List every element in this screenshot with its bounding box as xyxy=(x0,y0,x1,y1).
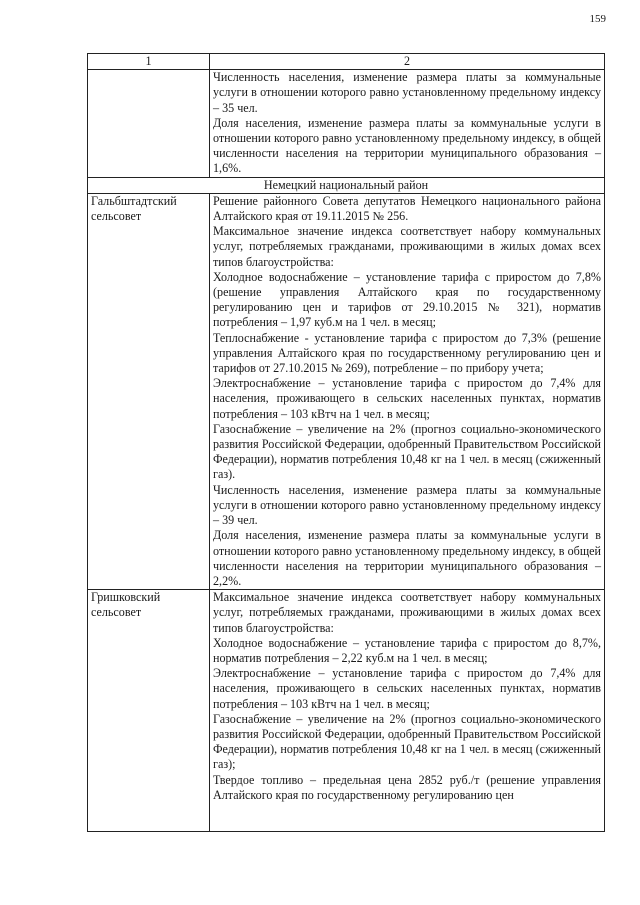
continuation-row xyxy=(88,70,605,177)
paragraph: Доля населения, изменение размера платы за коммунальные услуги в отношении которого равно установленному предельному индексу, в общей численности населения на территории муниципального образования – 2,2%. xyxy=(213,528,601,588)
paragraph: Численность населения, изменение размера платы за коммунальные услуги в отношении которого равно установленному предельному индексу – 39 чел. xyxy=(213,482,601,528)
paragraph: Электроснабжение – установление тарифа с приростом до 7,4% для населения, проживающего в сельских населенных пунктах, норматив потребления – 103 кВтч на 1 чел. в месяц; xyxy=(213,666,601,711)
continuation-cell xyxy=(210,70,605,177)
paragraph: Максимальное значение индекса соответствует набору коммунальных услуг, потребляемых гражданами, проживающими в жилых домах всех типов благоустройства: xyxy=(213,224,601,269)
column-header-2: 2 xyxy=(210,54,605,70)
region-row xyxy=(88,177,605,193)
cut-off-paragraph-wrapper xyxy=(213,773,601,831)
paragraph: Холодное водоснабжение – установление тарифа с приростом до 8,7%, норматив потребления – 2,22 куб.м на 1 чел. в месяц; xyxy=(213,635,601,665)
paragraph: Максимальное значение индекса соответствует набору коммунальных услуг, потребляемых гражданами, проживающими в жилых домах всех типов благоустройства: xyxy=(213,590,601,635)
header-row xyxy=(88,54,605,70)
paragraph: Доля населения, изменение размера платы за коммунальные услуги в отношении которого равно установленному предельному индексу, в общей численности населения на территории муниципального образования – 1,6%. xyxy=(213,115,601,176)
description-cell xyxy=(210,193,605,589)
description-cell xyxy=(210,590,605,831)
municipality-name: Гальбштадтский сельсовет xyxy=(88,193,210,589)
table-row xyxy=(88,193,605,589)
municipality-name: Гришковский сельсовет xyxy=(88,590,210,831)
table-row xyxy=(88,590,605,831)
paragraph: Теплоснабжение - установление тарифа с приростом до 7,3% (решение управления Алтайского края по государственному регулированию цен и тарифов от 27.10.2015 № 269), потребление – по прибору учета; xyxy=(213,330,601,376)
tariff-table xyxy=(87,53,605,832)
paragraph: Холодное водоснабжение – установление тарифа с приростом до 7,8% (решение управления Алтайского края по государственному регулированию цен и тарифов от 29.10.2015 № 321), норматив потребления – 1,97 куб.м на 1 чел. в месяц; xyxy=(213,269,601,330)
column-header-1: 1 xyxy=(88,54,210,70)
paragraph: Электроснабжение – установление тарифа с приростом до 7,4% для населения, проживающего в сельских населенных пунктах, норматив потребления – 103 кВтч на 1 чел. в месяц; xyxy=(213,376,601,421)
paragraph: Газоснабжение – увеличение на 2% (прогноз социально-экономического развития Российской Федерации, одобренный Правительством Российской Федерации), норматив потребления 10,48 кг на 1 чел. в месяц (сжиженный газ). xyxy=(213,421,601,482)
paragraph: Газоснабжение – увеличение на 2% (прогноз социально-экономического развития Российской Федерации, одобренный Правительством Российской Федерации), норматив потребления 10,48 кг на 1 чел. в месяц (сжиженный газ); xyxy=(213,711,601,772)
paragraph: Твердое топливо – предельная цена 2852 руб./т (решение управления Алтайского края по государственному регулированию цен xyxy=(213,772,601,802)
paragraph: Решение районного Совета депутатов Немецкого национального района Алтайского края от 19.11.2015 № 256. xyxy=(213,193,601,224)
page-number: 159 xyxy=(589,13,606,25)
empty-name-cell xyxy=(88,70,210,177)
paragraph: Численность населения, изменение размера платы за коммунальные услуги в отношении которого равно установленному предельному индексу – 35 чел. xyxy=(213,70,601,115)
region-heading: Немецкий национальный район xyxy=(88,177,605,193)
